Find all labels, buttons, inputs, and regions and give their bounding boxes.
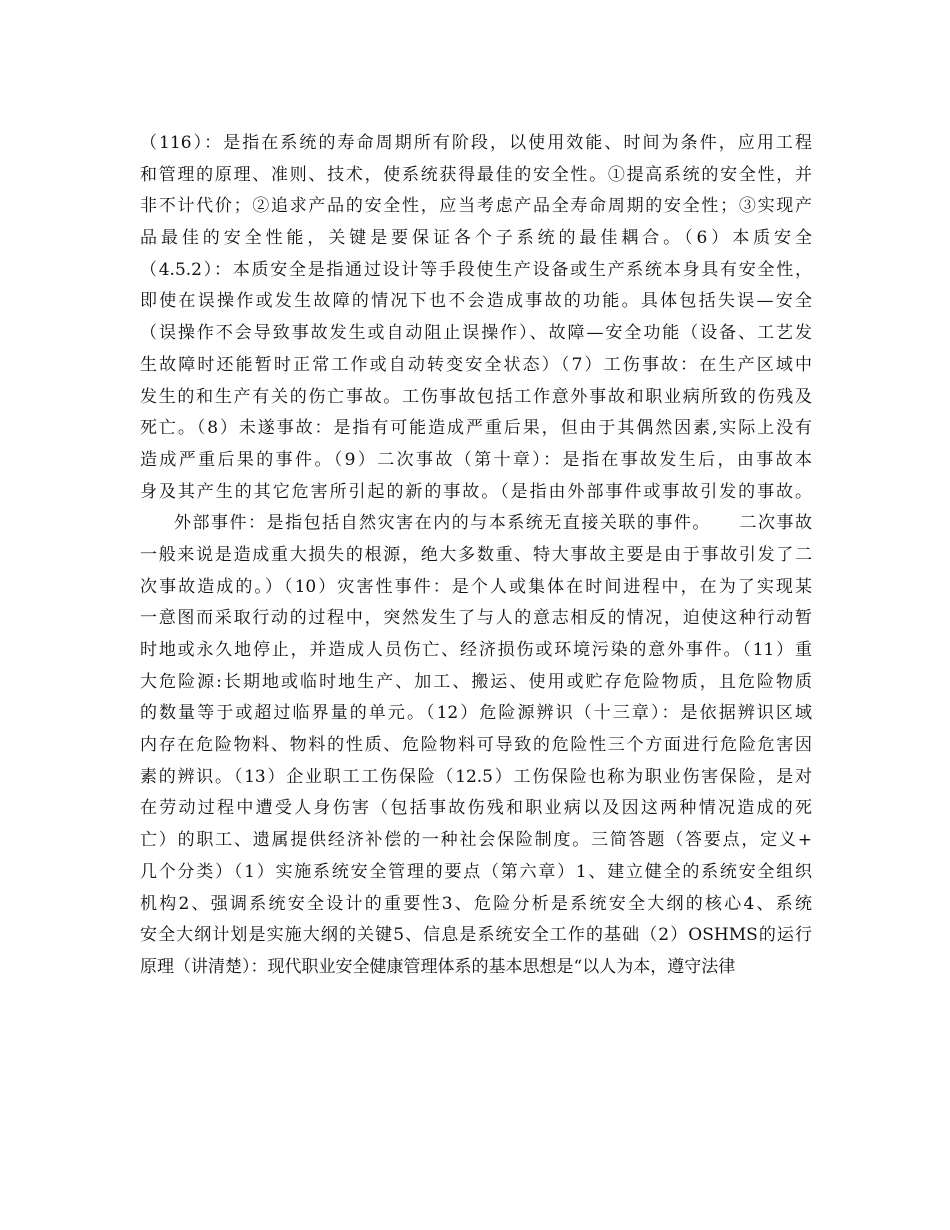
text-line: 发生的和生产有关的伤亡事故。工伤事故包括工作意外事故和职业病所致的伤残及 — [140, 386, 812, 407]
text-line: （误操作不会导致事故发生或自动阻止误操作）、故障—安全功能（设备、工艺发 — [140, 323, 812, 344]
text-line: （116）：是指在系统的寿命周期所有阶段，以使用效能、时间为条件，应用工程 — [140, 133, 812, 153]
text-line: 一意图而采取行动的过程中，突然发生了与人的意志相反的情况，迫使这种行动暂 — [140, 608, 812, 629]
document-body-text — [140, 128, 812, 984]
text-line: 一般来说是造成重大损失的根源，绝大多数重、特大事故主要是由于事故引发了二 — [140, 544, 812, 565]
text-line: 外部事件：是指包括自然灾害在内的与本系统无直接关联的事件。 二次事故 — [174, 513, 812, 534]
text-line: 生故障时还能暂时正常工作或自动转变安全状态）（7）工伤事故：在生产区域中 — [140, 354, 812, 375]
paragraph — [140, 128, 812, 508]
text-line: 时地或永久地停止，并造成人员伤亡、经济损伤或环境污染的意外事件。（11）重 — [140, 640, 812, 660]
text-line: 死亡。（8）未遂事故：是指有可能造成严重后果，但由于其偶然因素,实际上没有 — [140, 418, 812, 439]
text-line: 几个分类）（1）实施系统安全管理的要点（第六章）1、建立健全的系统安全组织 — [140, 861, 812, 882]
paragraph — [140, 508, 812, 983]
text-line: 在劳动过程中遭受人身伤害（包括事故伤残和职业病以及因这两种情况造成的死 — [140, 798, 812, 819]
text-line: 内存在危险物料、物料的性质、危险物料可导致的危险性三个方面进行危险危害因 — [140, 735, 812, 756]
text-line: 亡）的职工、遗属提供经济补偿的一种社会保险制度。三简答题（答要点，定义+ — [140, 830, 812, 851]
text-line: 和管理的原理、准则、技术，使系统获得最佳的安全性。①提高系统的安全性，并 — [140, 164, 812, 185]
text-line: 素的辨识。（13）企业职工工伤保险（12.5）工伤保险也称为职业伤害保险，是对 — [140, 766, 812, 787]
text-line: 造成严重后果的事件。（9）二次事故（第十章）：是指在事故发生后，由事故本 — [140, 449, 812, 470]
text-line: 安全大纲计划是实施大纲的关键5、信息是系统安全工作的基础（2）OSHMS的运行 — [140, 925, 812, 946]
text-line: 机构2、强调系统安全设计的重要性3、危险分析是系统安全大纲的核心4、系统 — [140, 893, 812, 914]
text-line: （4.5.2）：本质安全是指通过设计等手段使生产设备或生产系统本身具有安全性， — [140, 259, 812, 280]
text-line: 即使在误操作或发生故障的情况下也不会造成事故的功能。具体包括失误—安全 — [140, 291, 812, 312]
text-line: 次事故造成的。）（10）灾害性事件：是个人或集体在时间进程中，在为了实现某 — [140, 576, 812, 597]
text-line: 身及其产生的其它危害所引起的新的事故。（是指由外部事件或事故引发的事故。 — [140, 481, 812, 502]
text-line: 品最佳的安全性能，关键是要保证各个子系统的最佳耦合。（6）本质安全 — [140, 228, 812, 249]
text-line: 大危险源:长期地或临时地生产、加工、搬运、使用或贮存危险物质，且危险物质 — [140, 671, 812, 692]
text-line: 非不计代价；②追求产品的安全性，应当考虑产品全寿命周期的安全性；③实现产 — [140, 196, 812, 217]
text-line: 的数量等于或超过临界量的单元。（12）危险源辨识（十三章）：是依据辨识区域 — [140, 703, 812, 724]
text-line: 原理（讲清楚）：现代职业安全健康管理体系的基本思想是“以人为本，遵守法律 — [140, 956, 736, 977]
